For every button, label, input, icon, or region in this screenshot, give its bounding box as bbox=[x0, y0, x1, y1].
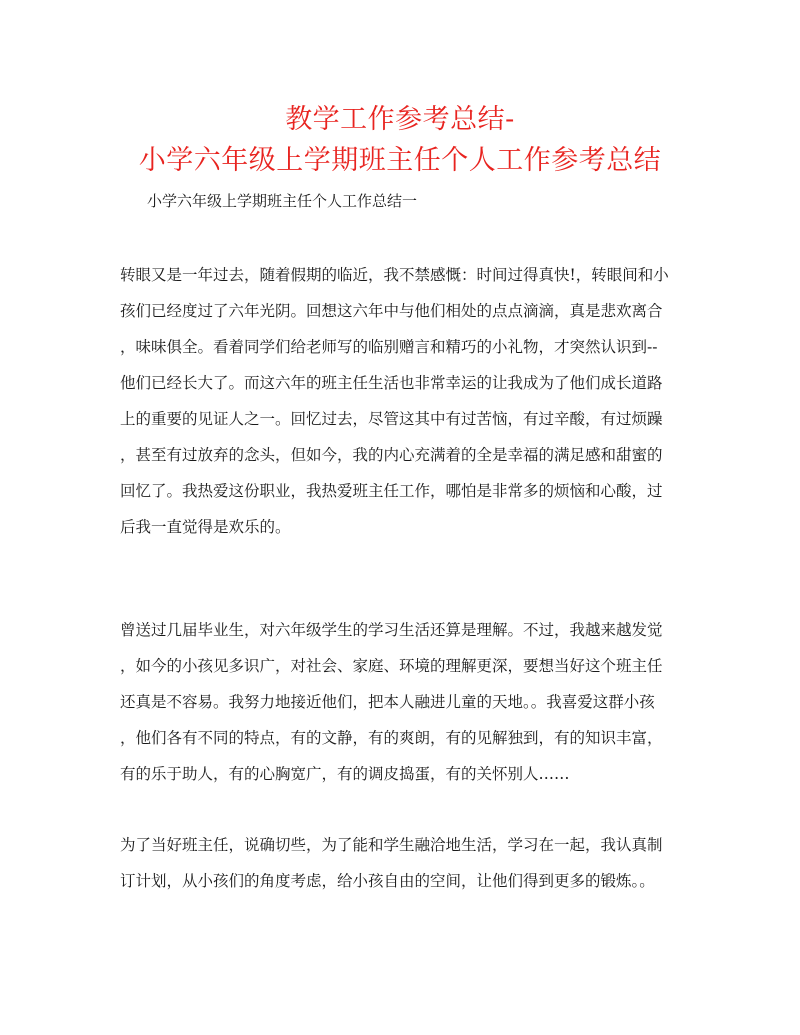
paragraph-line: 回忆了。我热爱这份职业，我热爱班主任工作，哪怕是非常多的烦恼和心酸，过 bbox=[120, 482, 663, 500]
document-title-line1: 教学工作参考总结- bbox=[285, 104, 515, 135]
paragraph-3 bbox=[120, 827, 680, 899]
paragraph-line: 他们已经长大了。而这六年的班主任生活也非常幸运的让我成为了他们成长道路 bbox=[120, 374, 663, 392]
document-title-line2: 小学六年级上学期班主任个人工作参考总结 bbox=[138, 145, 662, 176]
paragraph-line: 订计划，从小孩们的角度考虑，给小孩自由的空间，让他们得到更多的锻炼。。 bbox=[120, 872, 655, 890]
paragraph-line: ，他们各有不同的特点，有的文静，有的爽朗，有的见解独到，有的知识丰富， bbox=[120, 729, 663, 747]
paragraph-line: 还真是不容易。我努力地接近他们，把本人融进儿童的天地。。我喜爱这群小孩 bbox=[120, 693, 655, 711]
paragraph-line: ，味味俱全。看着同学们给老师写的临别赠言和精巧的小礼物，才突然认识到-- bbox=[120, 338, 658, 356]
paragraph-line: 有的乐于助人，有的心胸宽广，有的调皮捣蛋，有的关怀别人…… bbox=[120, 765, 570, 783]
document-subtitle: 小学六年级上学期班主任个人工作总结一 bbox=[147, 192, 418, 210]
paragraph-line: 曾送过几届毕业生，对六年级学生的学习生活还算是理解。不过，我越来越发觉 bbox=[120, 621, 663, 639]
paragraph-line: 上的重要的见证人之一。回忆过去，尽管这其中有过苦恼，有过辛酸，有过烦躁 bbox=[120, 410, 663, 428]
paragraph-line: 孩们已经度过了六年光阴。回想这六年中与他们相处的点点滴滴，真是悲欢离合 bbox=[120, 302, 663, 320]
paragraph-line: 转眼又是一年过去，随着假期的临近，我不禁感慨：时间过得真快!，转眼间和小 bbox=[120, 266, 669, 284]
paragraph-1 bbox=[120, 257, 680, 545]
paragraph-line: 后我一直觉得是欢乐的。 bbox=[120, 518, 291, 536]
paragraph-line: ，甚至有过放弃的念头，但如今，我的内心充满着的全是幸福的满足感和甜蜜的 bbox=[120, 446, 663, 464]
paragraph-line: 为了当好班主任，说确切些，为了能和学生融洽地生活，学习在一起，我认真制 bbox=[120, 836, 663, 854]
paragraph-2 bbox=[120, 612, 680, 792]
paragraph-line: ，如今的小孩见多识广，对社会、家庭、环境的理解更深，要想当好这个班主任 bbox=[120, 657, 663, 675]
